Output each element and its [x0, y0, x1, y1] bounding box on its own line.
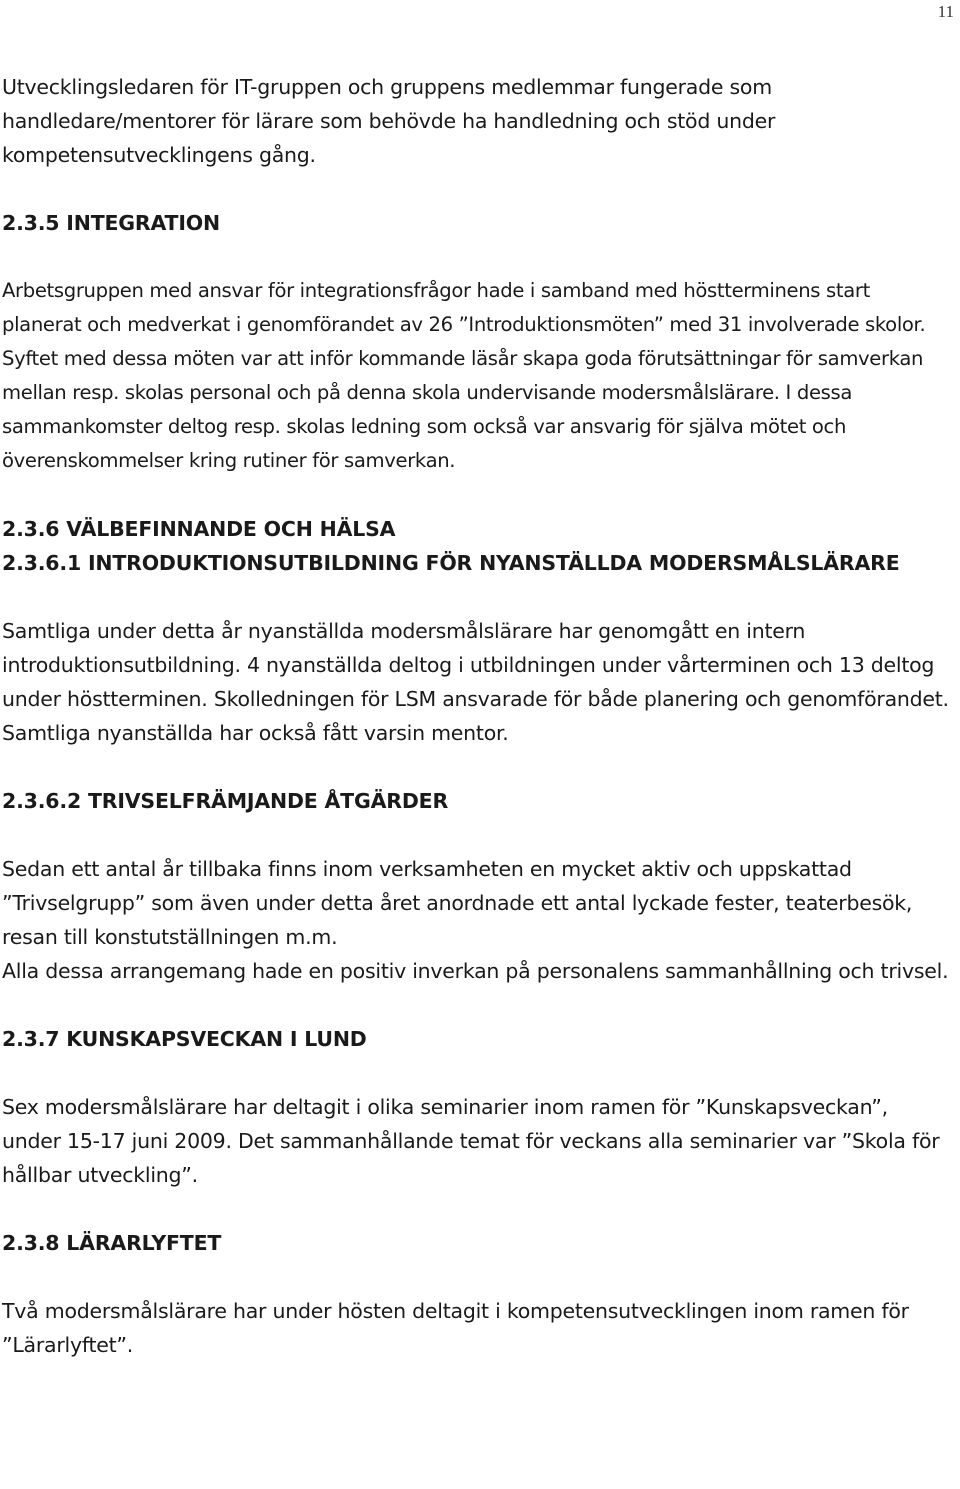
spacer: [2, 240, 952, 274]
spacer: [2, 1056, 952, 1090]
spacer: [2, 172, 952, 206]
paragraph-trivselgrupp: Sedan ett antal år tillbaka finns inom verksamheten en mycket aktiv och uppskattad ”Trivselgrupp” som även under detta året anordnade ett antal lyckade fester, teaterbesök, resan till konstutställningen m.m.: [2, 857, 913, 949]
paragraph-kunskapsveckan: Sex modersmålslärare har deltagit i olika seminarier inom ramen för ”Kunskapsveckan”, under 15-17 juni 2009. Det sammanhållande temat för veckans alla seminarier var ”Skola för hållbar utveckling”.: [2, 1095, 940, 1187]
spacer: [2, 478, 952, 512]
subsection-heading-trivsel: 2.3.6.2 TRIVSELFRÄMJANDE ÅTGÄRDER: [2, 789, 449, 813]
section-heading-integration: 2.3.5 INTEGRATION: [2, 211, 220, 235]
spacer: [2, 818, 952, 852]
page-number: 11: [937, 2, 954, 21]
spacer: [2, 750, 952, 784]
section-heading-kunskapsveckan: 2.3.7 KUNSKAPSVECKAN I LUND: [2, 1027, 367, 1051]
section-heading-valbefinnande: 2.3.6 VÄLBEFINNANDE OCH HÄLSA: [2, 517, 396, 541]
paragraph-integration: Arbetsgruppen med ansvar för integrationsfrågor hade i samband med höstterminens start planerat och medverkat i genomförandet av 26 ”Introduktionsmöten” med 31 involverade skolor. Syftet med dessa möten var att inför kommande läsår skapa goda förutsättningar för samverkan mellan resp. skolas personal och på denna skola undervisande modersmålslärare. I dessa sammankomster deltog resp. skolas ledning som också var ansvarig för själva mötet och överenskommelser kring rutiner för samverkan.: [2, 279, 926, 472]
section-heading-lararlyftet: 2.3.8 LÄRARLYFTET: [2, 1231, 222, 1255]
spacer: [2, 580, 952, 614]
paragraph-introduktionsutbildning: Samtliga under detta år nyanställda modersmålslärare har genomgått en intern introduktionsutbildning. 4 nyanställda deltog i utbildningen under vårterminen och 13 deltog under höstterminen. Skolledningen för LSM ansvarade för både planering och genomförandet.: [2, 619, 949, 711]
paragraph-lararlyftet: Två modersmålslärare har under hösten deltagit i kompetensutvecklingen inom ramen för ”Lärarlyftet”.: [2, 1299, 909, 1357]
document-body: [2, 70, 952, 1362]
spacer: [2, 1260, 952, 1294]
subsection-heading-introduktionsutbildning: 2.3.6.1 INTRODUKTIONSUTBILDNING FÖR NYANSTÄLLDA MODERSMÅLSLÄRARE: [2, 551, 900, 575]
paragraph-it-mentors: Utvecklingsledaren för IT-gruppen och gruppens medlemmar fungerade som handledare/mentorer för lärare som behövde ha handledning och stöd under kompetensutvecklingens gång.: [2, 75, 776, 167]
paragraph-mentor: Samtliga nyanställda har också fått varsin mentor.: [2, 721, 509, 745]
spacer: [2, 1192, 952, 1226]
paragraph-arrangemang: Alla dessa arrangemang hade en positiv inverkan på personalens sammanhållning och trivsel.: [2, 959, 949, 983]
spacer: [2, 988, 952, 1022]
